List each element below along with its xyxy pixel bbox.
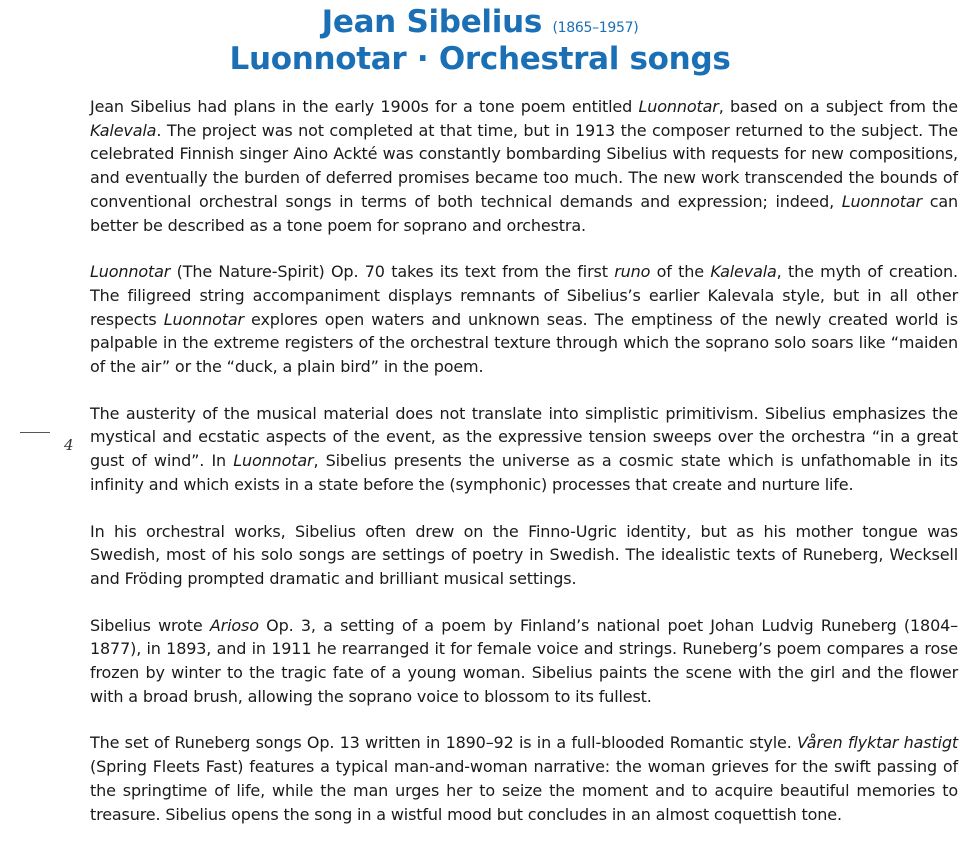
title-line — [0, 4, 960, 41]
paragraph — [90, 402, 958, 497]
text-run: The set of Runeberg songs Op. 13 written in 1890–92 is in a full-blooded Romantic style. — [90, 733, 797, 753]
paragraph — [90, 260, 958, 379]
text-run: In his orchestral works, Sibelius often drew on the Finno-Ugric identity, but as his mother tongue was Swedish, most of his solo songs are settings of poetry in Swedish. The idealistic texts of Runeberg, Wecksell and Fröding prompted dramatic and brilliant musical settings. — [90, 521, 958, 588]
composer-dates: (1865–1957) — [552, 20, 639, 36]
italic-text-run: Kalevala — [90, 120, 157, 140]
text-run: (Spring Fleets Fast) features a typical man-and-woman narrative: the woman grieves for the swift passing of the springtime of life, while the man urges her to seize the moment and to acquire beautiful memories to treasure. Sibelius opens the song in a wistful mood but concludes in an almost coquettish tone. — [90, 757, 958, 824]
text-run: Jean Sibelius had plans in the early 1900s for a tone poem entitled — [90, 97, 639, 116]
italic-text-run: Luonnotar — [638, 97, 719, 116]
italic-text-run: Arioso — [209, 615, 259, 635]
italic-text-run: Luonnotar — [90, 262, 171, 282]
text-run: , the myth of creation. The filigreed string accompaniment displays remnants of Sibelius’s earlier Kalevala style, but in all other respects — [90, 262, 958, 329]
page-subtitle: Luonnotar · Orchestral songs — [229, 41, 731, 78]
text-run: of the — [650, 262, 711, 282]
page-marker-rule — [20, 432, 50, 433]
paragraph — [90, 95, 958, 237]
paragraph — [90, 520, 958, 591]
text-run: Sibelius wrote — [90, 615, 210, 635]
text-run: explores open waters and unknown seas. The emptiness of the newly created world is palpable in the extreme registers of the orchestral texture through which the soprano solo soars like “maiden of the air” or the “duck, a plain bird” in the poem. — [90, 309, 958, 377]
italic-text-run: Kalevala — [710, 262, 777, 282]
text-run: can better be described as a tone poem for soprano and orchestra. — [90, 191, 958, 235]
text-run: (The Nature-Spirit) Op. 70 takes its text from the first — [170, 262, 615, 282]
italic-text-run: Luonnotar — [233, 451, 314, 471]
italic-text-run: Luonnotar — [841, 191, 922, 211]
page-marker — [20, 432, 80, 456]
text-run: The austerity of the musical material does not translate into simplistic primitivism. Sibelius emphasizes the mystical and ecstatic aspects of the event, as the expressive tension sweeps over the orchestra “in a great gust of wind”. In — [90, 403, 958, 471]
italic-text-run: runo — [614, 262, 651, 282]
italic-text-run: Luonnotar — [163, 309, 244, 329]
document-header — [0, 4, 960, 78]
italic-text-run: Våren flyktar hastigt — [796, 733, 958, 753]
text-run: Op. 3, a setting of a poem by Finland’s national poet Johan Ludvig Runeberg (1804–1877), in 1893, and in 1911 he rearranged it for female voice and strings. Runeberg’s poem compares a rose frozen by winter to the tragic fate of a young woman. Sibelius paints the scene with the girl and the flower with a broad brush, allowing the soprano voice to blossom to its fullest. — [90, 615, 958, 706]
text-run: . The project was not completed at that time, but in 1913 the composer returned to the subject. The celebrated Finnish singer Aino Ackté was constantly bombarding Sibelius with requests for new compositions, and eventually the burden of deferred promises became too much. The new work transcended the bounds of conventional orchestral songs in terms of both technical demands and expression; indeed, — [90, 120, 958, 211]
paragraph — [90, 614, 958, 709]
text-run: , Sibelius presents the universe as a cosmic state which is unfathomable in its infinity and which exists in a state before the (symphonic) processes that create and nurture life. — [90, 451, 958, 494]
paragraph — [90, 731, 958, 826]
page-number: 4 — [64, 436, 74, 454]
body-text — [90, 95, 958, 826]
composer-name: Jean Sibelius — [321, 4, 542, 40]
text-run: , based on a subject from the — [718, 97, 958, 116]
